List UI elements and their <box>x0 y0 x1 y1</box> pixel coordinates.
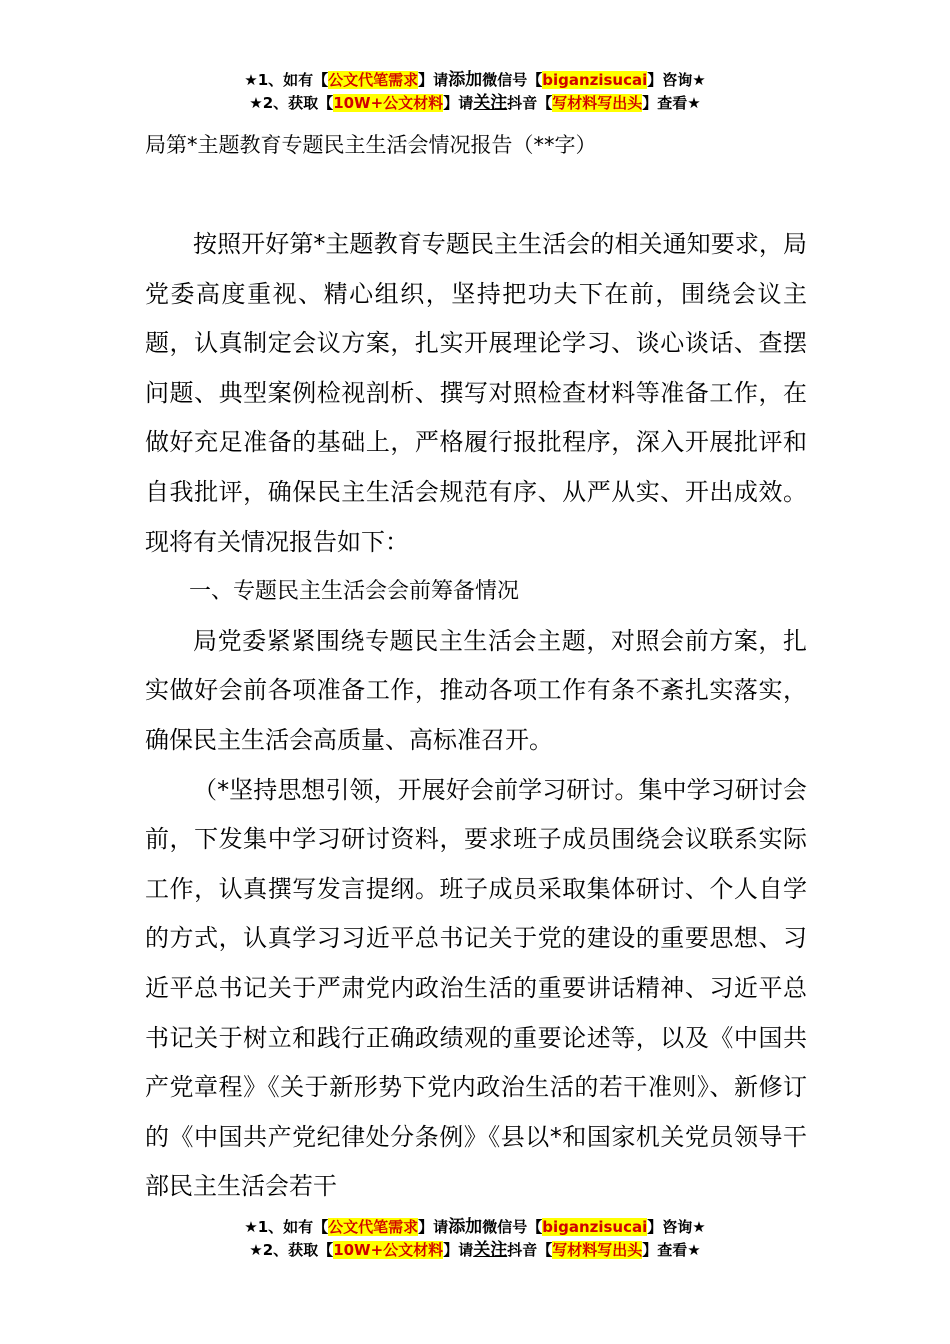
body-paragraph: 局党委紧紧围绕专题民主生活会主题，对照会前方案，扎实做好会前各项准备工作，推动各项工作有条不紊扎实落实，确保民主生活会高质量、高标准召开。 <box>145 626 807 754</box>
document-title: 局第*主题教育专题民主生活会情况报告（**字） <box>145 133 597 157</box>
banner-text: 】咨询★ <box>647 71 706 89</box>
footer-banner-line-1 <box>0 1216 950 1239</box>
banner-wechat-id: biganzisucai <box>542 71 648 89</box>
banner-text: ★2、获取【 <box>249 1241 334 1259</box>
banner-text: 抖音【 <box>507 1241 553 1259</box>
banner-emphasis: 关注 <box>473 1240 508 1260</box>
banner-emphasis: 添加 <box>448 1217 483 1237</box>
header-banner <box>0 69 950 115</box>
banner-text: ★1、如有【 <box>244 71 329 89</box>
banner-text: ★1、如有【 <box>244 1218 329 1236</box>
footer-banner <box>0 1216 950 1262</box>
banner-text: 】请 <box>443 94 474 112</box>
banner-highlight: 写材料写出头 <box>552 94 643 112</box>
banner-emphasis: 关注 <box>473 93 508 113</box>
banner-highlight: 公文代笔需求 <box>328 71 419 89</box>
banner-wechat-id: biganzisucai <box>542 1218 648 1236</box>
banner-text: 微信号【 <box>482 1218 543 1236</box>
body-paragraph: （*坚持思想引领，开展好会前学习研讨。集中学习研讨会前，下发集中学习研讨资料，要求班子成员围绕会议联系实际工作，认真撰写发言提纲。班子成员采取集体研讨、个人自学的方式，认真学习习近平总书记关于党的建设的重要思想、习近平总书记关于严肃党内政治生活的重要讲话精神、习近平总书记关于树立和践行正确政绩观的重要论述等，以及《中国共产党章程》《关于新形势下党内政治生活的若干准则》、新修订的《中国共产党纪律处分条例》《县以*和国家机关党员领导干部民主生活会若干 <box>145 775 807 1201</box>
banner-text: 】请 <box>418 1218 449 1236</box>
banner-highlight: 10W+公文材料 <box>333 1241 444 1259</box>
banner-text: 】请 <box>443 1241 474 1259</box>
banner-text: 】咨询★ <box>647 1218 706 1236</box>
document-body <box>145 220 807 1212</box>
body-paragraph: 按照开好第*主题教育专题民主生活会的相关通知要求，局党委高度重视、精心组织，坚持把功夫下在前，围绕会议主题，认真制定会议方案，扎实开展理论学习、谈心谈话、查摆问题、典型案例检视剖析、撰写对照检查材料等准备工作，在做好充足准备的基础上，严格履行报批程序，深入开展批评和自我批评，确保民主生活会规范有序、从严从实、开出成效。现将有关情况报告如下： <box>145 230 807 556</box>
section-heading: 一、专题民主生活会会前筹备情况 <box>189 579 520 605</box>
header-banner-line-2 <box>0 92 950 115</box>
banner-text: 】查看★ <box>642 1241 701 1259</box>
banner-emphasis: 添加 <box>448 70 483 90</box>
banner-text: ★2、获取【 <box>249 94 334 112</box>
banner-highlight: 公文代笔需求 <box>328 1218 419 1236</box>
banner-highlight: 写材料写出头 <box>552 1241 643 1259</box>
banner-text: 】查看★ <box>642 94 701 112</box>
banner-text: 微信号【 <box>482 71 543 89</box>
banner-text: 抖音【 <box>507 94 553 112</box>
banner-text: 】请 <box>418 71 449 89</box>
header-banner-line-1 <box>0 69 950 92</box>
banner-highlight: 10W+公文材料 <box>333 94 444 112</box>
footer-banner-line-2 <box>0 1239 950 1262</box>
